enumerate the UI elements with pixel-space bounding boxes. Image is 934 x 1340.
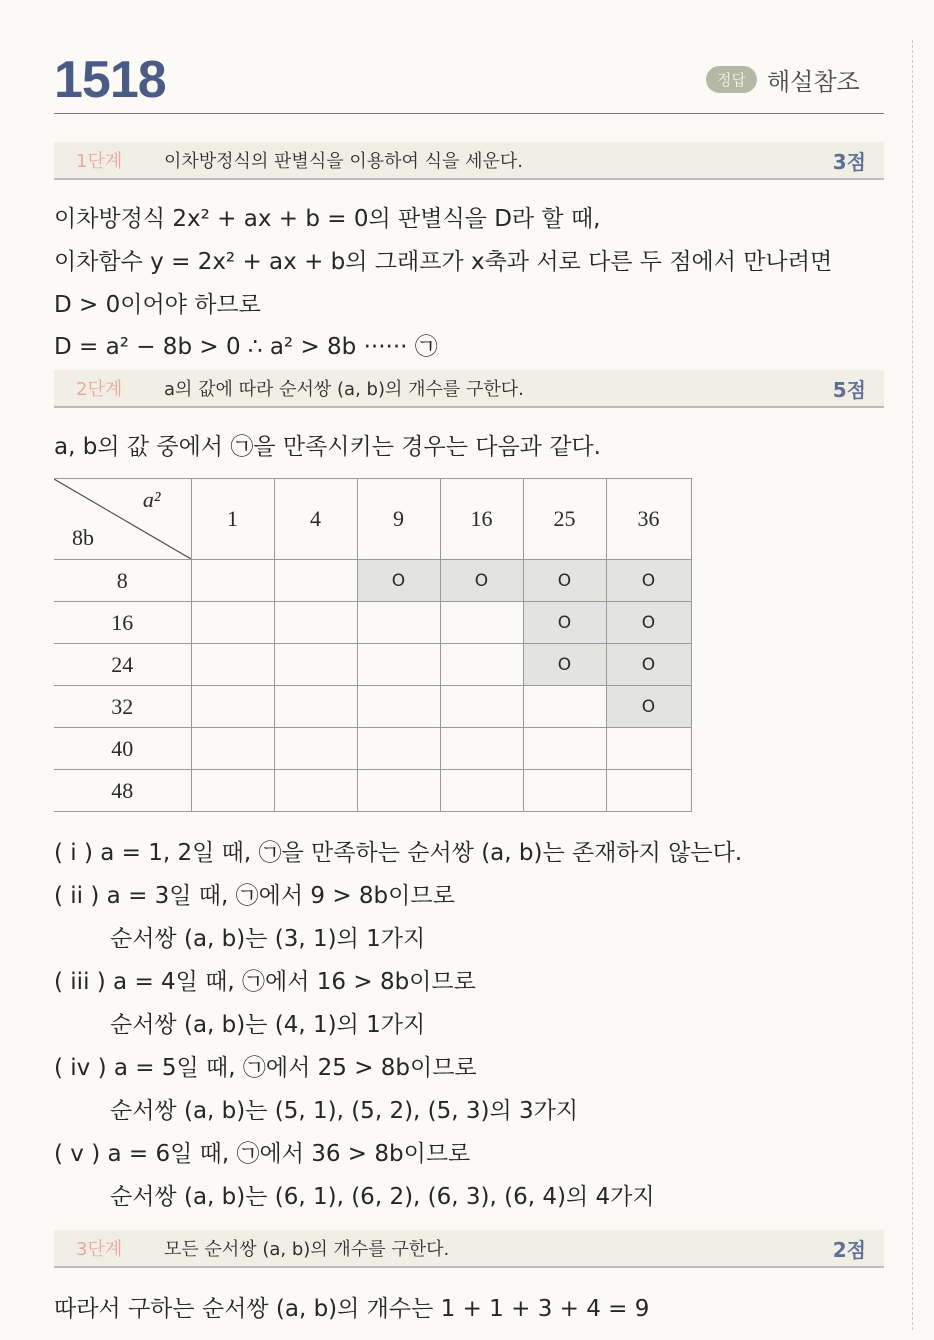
column-header: 1 [191, 479, 274, 560]
table-row [54, 728, 691, 770]
table-cell [191, 728, 274, 770]
step-3-bar [54, 1230, 884, 1268]
table-cell [191, 644, 274, 686]
page-margin-rule [912, 40, 914, 1330]
column-header: 36 [606, 479, 691, 560]
condition-table [54, 478, 692, 812]
step-text: a의 값에 따라 순서쌍 (a, b)의 개수를 구한다. [164, 379, 524, 400]
table-cell [440, 602, 523, 644]
table-cell-mark: O [606, 686, 691, 728]
step-label: 3단계 [76, 1239, 123, 1260]
table-cell [523, 770, 606, 812]
case-line: ( iii ) a = 4일 때, ㉠에서 16 > 8b이므로 [54, 969, 476, 995]
row-header: 8 [54, 560, 191, 602]
table-corner [54, 479, 191, 560]
table-cell-mark: O [523, 644, 606, 686]
table-cell [606, 770, 691, 812]
table-row [54, 644, 691, 686]
table-cell-mark: O [606, 602, 691, 644]
row-header: 24 [54, 644, 191, 686]
step-2-bar [54, 370, 884, 408]
row-header: 48 [54, 770, 191, 812]
step1-line: 이차함수 y = 2x² + ax + b의 그래프가 x축과 서로 다른 두 점에서 만나려면 [54, 249, 833, 275]
table-cell [523, 686, 606, 728]
step-label: 1단계 [76, 151, 123, 172]
case-result: 순서쌍 (a, b)는 (6, 1), (6, 2), (6, 3), (6, 4)의 4가지 [110, 1184, 655, 1210]
table-cell [357, 602, 440, 644]
table-cell [191, 560, 274, 602]
table-cell-mark: O [606, 560, 691, 602]
table-cell [274, 770, 357, 812]
corner-bottom-label: 8b [72, 525, 94, 550]
table-cell [440, 770, 523, 812]
case-line: ( v ) a = 6일 때, ㉠에서 36 > 8b이므로 [54, 1141, 471, 1167]
table-cell [191, 602, 274, 644]
step-points: 5점 [832, 377, 866, 402]
table-cell [357, 728, 440, 770]
table-cell-mark: O [523, 602, 606, 644]
table-cell [606, 728, 691, 770]
table-cell [274, 686, 357, 728]
table-row [54, 686, 691, 728]
table-cell-mark: O [606, 644, 691, 686]
table-cell [440, 644, 523, 686]
step1-line: 이차방정식 2x² + ax + b = 0의 판별식을 D라 할 때, [54, 206, 601, 232]
case-result: 순서쌍 (a, b)는 (4, 1)의 1가지 [110, 1012, 426, 1038]
table-cell [274, 560, 357, 602]
step2-intro: a, b의 값 중에서 ㉠을 만족시키는 경우는 다음과 같다. [54, 434, 601, 460]
table-cell [191, 686, 274, 728]
step-1-bar [54, 142, 884, 180]
step1-line: D = a² − 8b > 0 ∴ a² > 8b ······ ㉠ [54, 334, 438, 360]
step-points: 3점 [832, 149, 866, 174]
step-text: 이차방정식의 판별식을 이용하여 식을 세운다. [164, 151, 523, 172]
row-header: 40 [54, 728, 191, 770]
case-line: ( iv ) a = 5일 때, ㉠에서 25 > 8b이므로 [54, 1055, 477, 1081]
header-divider [54, 113, 884, 114]
case-line: ( i ) a = 1, 2일 때, ㉠을 만족하는 순서쌍 (a, b)는 존재하지 않는다. [54, 840, 743, 866]
table-cell [274, 644, 357, 686]
step-text: 모든 순서쌍 (a, b)의 개수를 구한다. [164, 1239, 450, 1260]
step-label: 2단계 [76, 379, 123, 400]
row-header: 16 [54, 602, 191, 644]
table-cell [274, 602, 357, 644]
conclusion: 따라서 구하는 순서쌍 (a, b)의 개수는 1 + 1 + 3 + 4 = 9 [54, 1296, 650, 1322]
case-line: ( ii ) a = 3일 때, ㉠에서 9 > 8b이므로 [54, 883, 455, 909]
table-cell [357, 770, 440, 812]
table-row [54, 770, 691, 812]
case-result: 순서쌍 (a, b)는 (5, 1), (5, 2), (5, 3)의 3가지 [110, 1098, 579, 1124]
problem-number: 1518 [54, 51, 166, 109]
table-cell-mark: O [523, 560, 606, 602]
table-cell [191, 770, 274, 812]
row-header: 32 [54, 686, 191, 728]
table-row [54, 560, 691, 602]
table-row [54, 602, 691, 644]
column-header: 9 [357, 479, 440, 560]
corner-top-label: a² [142, 487, 161, 512]
step-points: 2점 [832, 1237, 866, 1262]
answer-badge: 정답 [706, 66, 757, 93]
table-cell-mark: O [440, 560, 523, 602]
table-cell [357, 686, 440, 728]
step1-line: D > 0이어야 하므로 [54, 292, 261, 318]
table-cell [357, 644, 440, 686]
table-cell-mark: O [357, 560, 440, 602]
table-cell [274, 728, 357, 770]
table-cell [523, 728, 606, 770]
case-result: 순서쌍 (a, b)는 (3, 1)의 1가지 [110, 926, 426, 952]
table-cell [440, 728, 523, 770]
column-header: 25 [523, 479, 606, 560]
answer-text: 해설참조 [766, 68, 860, 96]
table-header-row [54, 479, 691, 560]
table-cell [440, 686, 523, 728]
column-header: 16 [440, 479, 523, 560]
answer-area [706, 62, 860, 97]
column-header: 4 [274, 479, 357, 560]
